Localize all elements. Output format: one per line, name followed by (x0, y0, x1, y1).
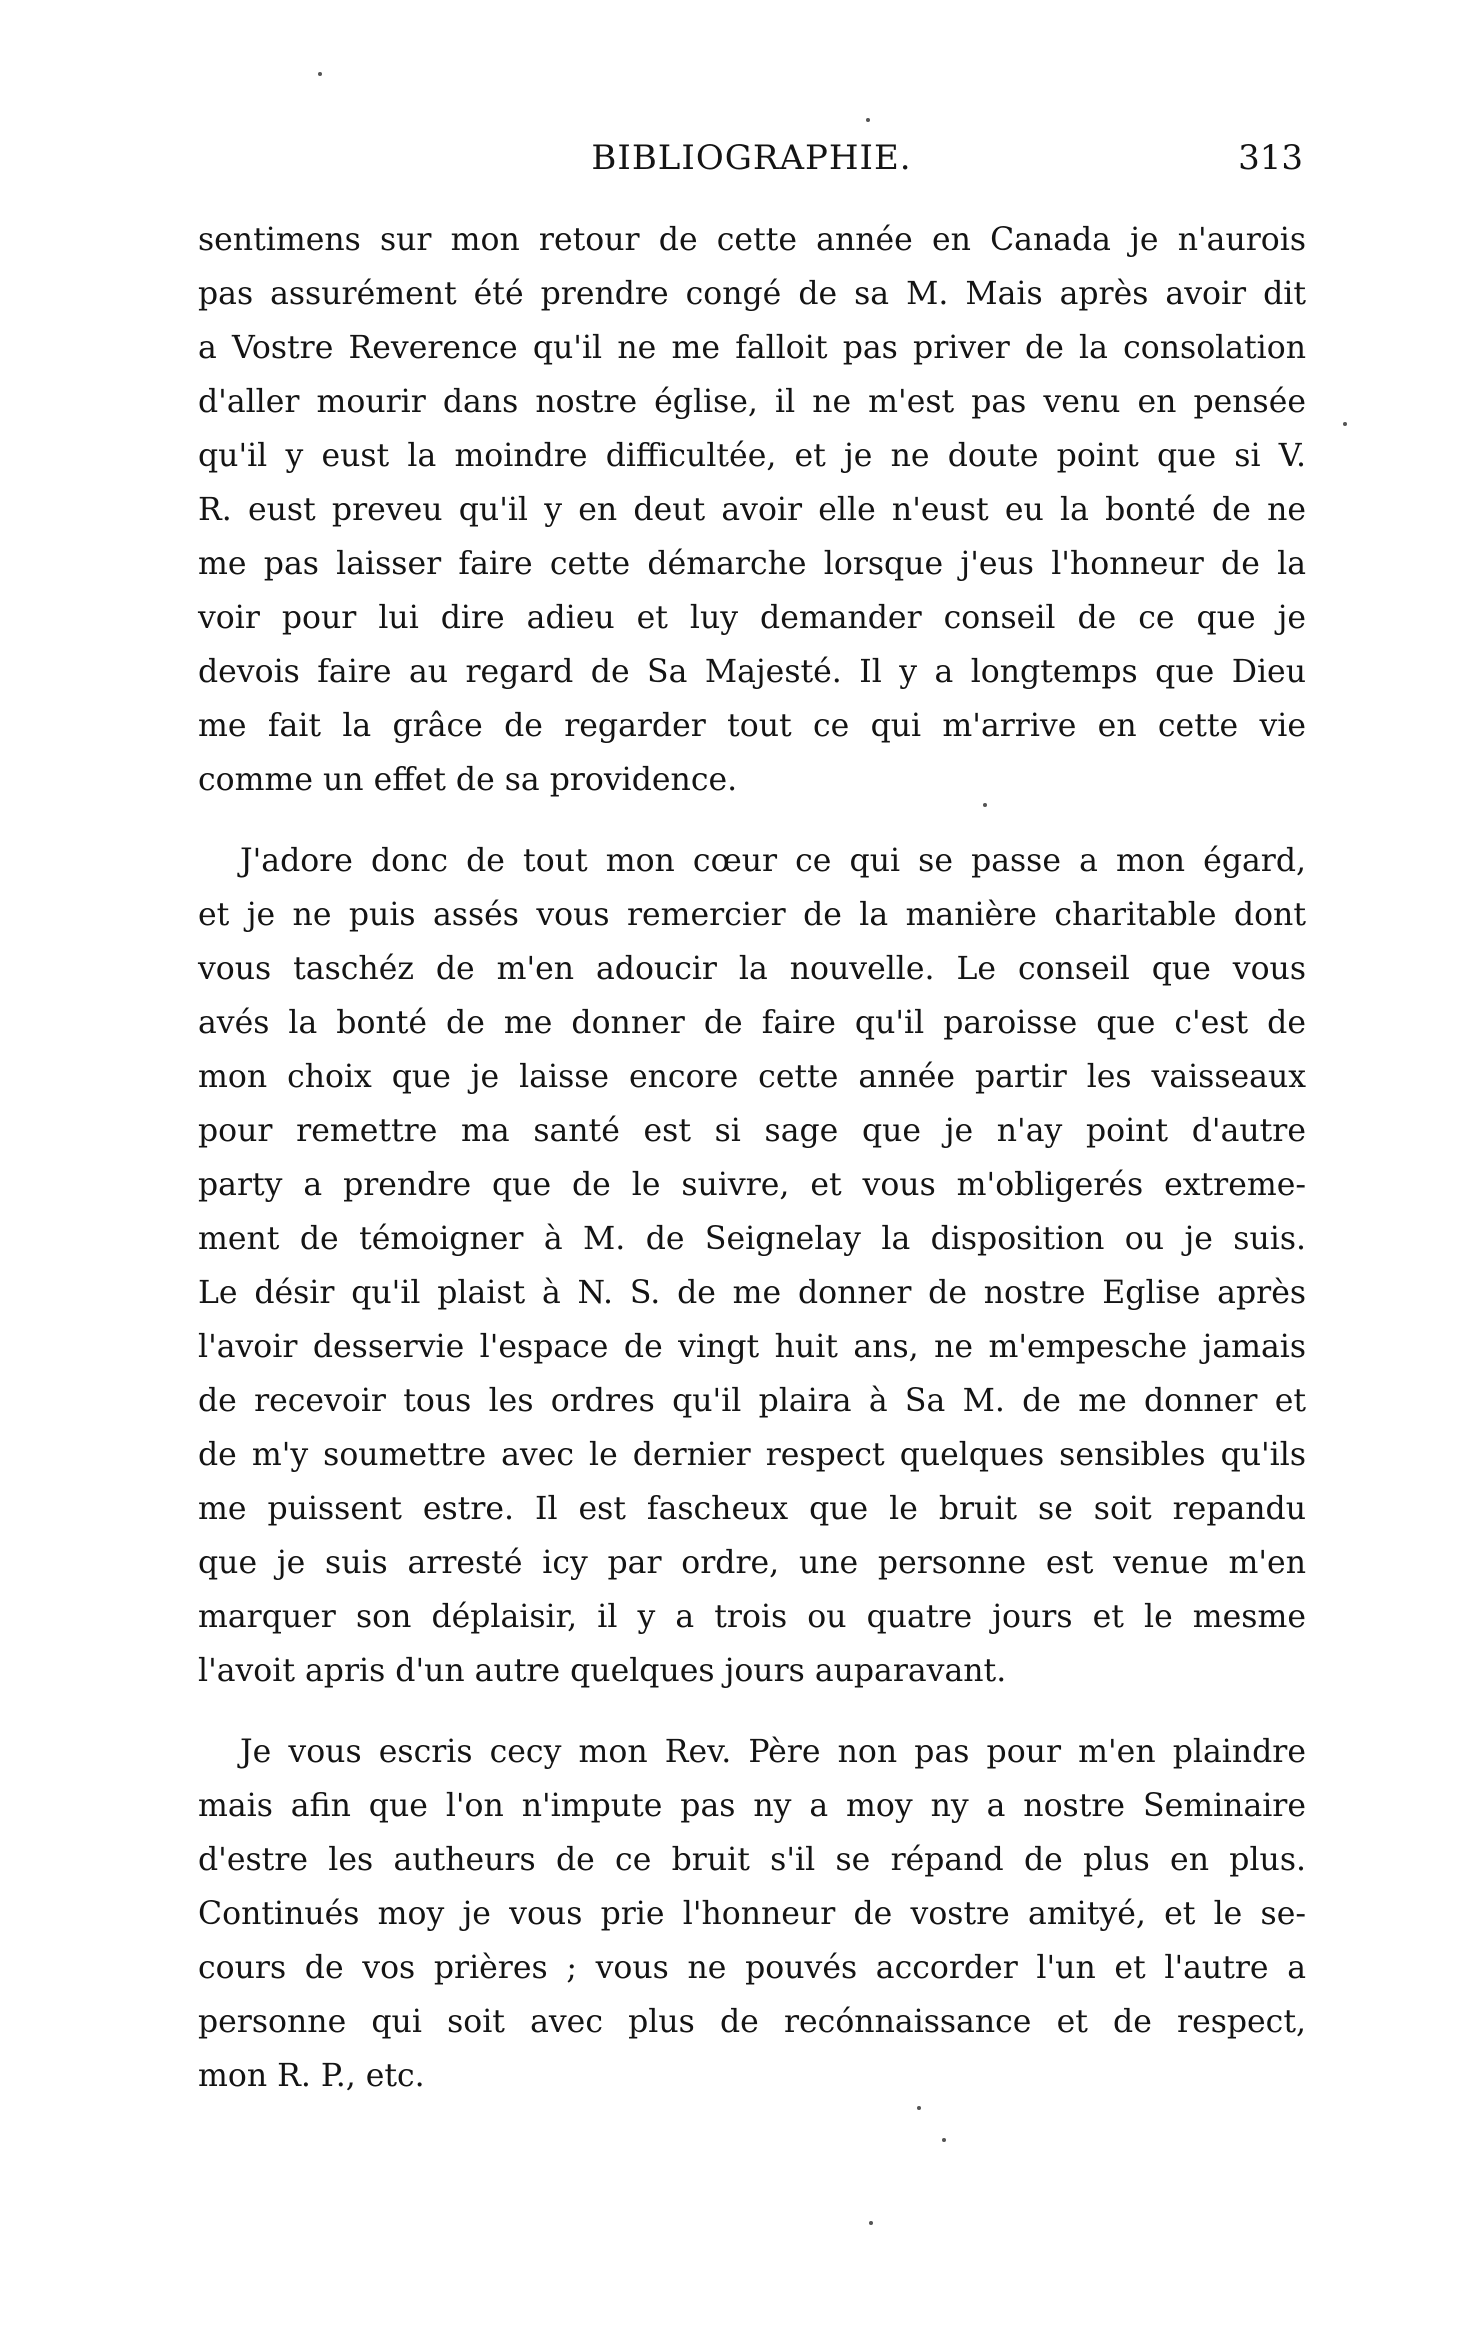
scan-speck (869, 2221, 873, 2225)
paragraph-1 (198, 213, 1306, 807)
running-head (200, 138, 1303, 188)
paragraph-3 (198, 1725, 1306, 2103)
body-text (198, 213, 1306, 2103)
scan-speck (917, 2106, 921, 2110)
scan-speck (983, 803, 987, 807)
text-line: d'estre les autheurs de ce bruit s'il se répand de plus en plus. (198, 1842, 1306, 1878)
scan-speck (866, 118, 870, 122)
text-line: cours de vos prières ; vous ne pouvés accorder l'un et l'autre a (198, 1950, 1306, 1986)
text-line: comme un effet de sa providence. (198, 762, 738, 798)
text-line: d'aller mourir dans nostre église, il ne m'est pas venu en pensée (198, 384, 1306, 420)
scan-speck (1343, 422, 1347, 426)
scan-speck (318, 72, 322, 76)
text-line: l'avoit apris d'un autre quelques jours auparavant. (198, 1653, 1007, 1689)
text-line: que je suis arresté icy par ordre, une personne est venue m'en (198, 1545, 1306, 1581)
text-line: pas assurément été prendre congé de sa M. Mais après avoir dit (198, 276, 1306, 312)
text-line: de recevoir tous les ordres qu'il plaira à Sa M. de me donner et (198, 1383, 1306, 1419)
text-line: Le désir qu'il plaist à N. S. de me donner de nostre Eglise après (198, 1275, 1306, 1311)
text-line: et je ne puis assés vous remercier de la manière charitable dont (198, 897, 1306, 933)
page-number: 313 (1238, 138, 1303, 178)
text-line: devois faire au regard de Sa Majesté. Il y a longtemps que Dieu (198, 654, 1306, 690)
text-line: Continués moy je vous prie l'honneur de vostre amityé, et le se- (198, 1896, 1306, 1932)
text-line: qu'il y eust la moindre difficultée, et je ne doute point que si V. (198, 438, 1306, 474)
text-line: J'adore donc de tout mon cœur ce qui se passe a mon égard, (240, 843, 1306, 879)
text-line: me fait la grâce de regarder tout ce qui m'arrive en cette vie (198, 708, 1306, 744)
text-line: marquer son déplaisir, il y a trois ou quatre jours et le mesme (198, 1599, 1306, 1635)
text-line: mon choix que je laisse encore cette année partir les vaisseaux (198, 1059, 1306, 1095)
text-line: Je vous escris cecy mon Rev. Père non pas pour m'en plaindre (240, 1734, 1306, 1770)
text-line: pour remettre ma santé est si sage que je n'ay point d'autre (198, 1113, 1306, 1149)
text-line: me puissent estre. Il est fascheux que le bruit se soit repandu (198, 1491, 1306, 1527)
paragraph-2 (198, 834, 1306, 1698)
text-line: me pas laisser faire cette démarche lorsque j'eus l'honneur de la (198, 546, 1306, 582)
text-line: personne qui soit avec plus de recónnaissance et de respect, (198, 2004, 1306, 2040)
text-line: R. eust preveu qu'il y en deut avoir elle n'eust eu la bonté de ne (198, 492, 1306, 528)
text-line: a Vostre Reverence qu'il ne me falloit pas priver de la consolation (198, 330, 1306, 366)
text-line: sentimens sur mon retour de cette année en Canada je n'aurois (198, 222, 1306, 258)
text-line: ment de témoigner à M. de Seignelay la disposition ou je suis. (198, 1221, 1306, 1257)
text-line: de m'y soumettre avec le dernier respect quelques sensibles qu'ils (198, 1437, 1306, 1473)
text-line: vous taschéz de m'en adoucir la nouvelle. Le conseil que vous (198, 951, 1306, 987)
text-line: mais afin que l'on n'impute pas ny a moy ny a nostre Seminaire (198, 1788, 1306, 1824)
text-line: avés la bonté de me donner de faire qu'il paroisse que c'est de (198, 1005, 1306, 1041)
text-line: l'avoir desservie l'espace de vingt huit ans, ne m'empesche jamais (198, 1329, 1306, 1365)
text-line: mon R. P., etc. (198, 2058, 425, 2094)
running-title: BIBLIOGRAPHIE. (591, 138, 912, 178)
text-line: voir pour lui dire adieu et luy demander conseil de ce que je (198, 600, 1306, 636)
text-line: party a prendre que de le suivre, et vous m'obligerés extreme- (198, 1167, 1306, 1203)
scan-speck (942, 2138, 946, 2142)
